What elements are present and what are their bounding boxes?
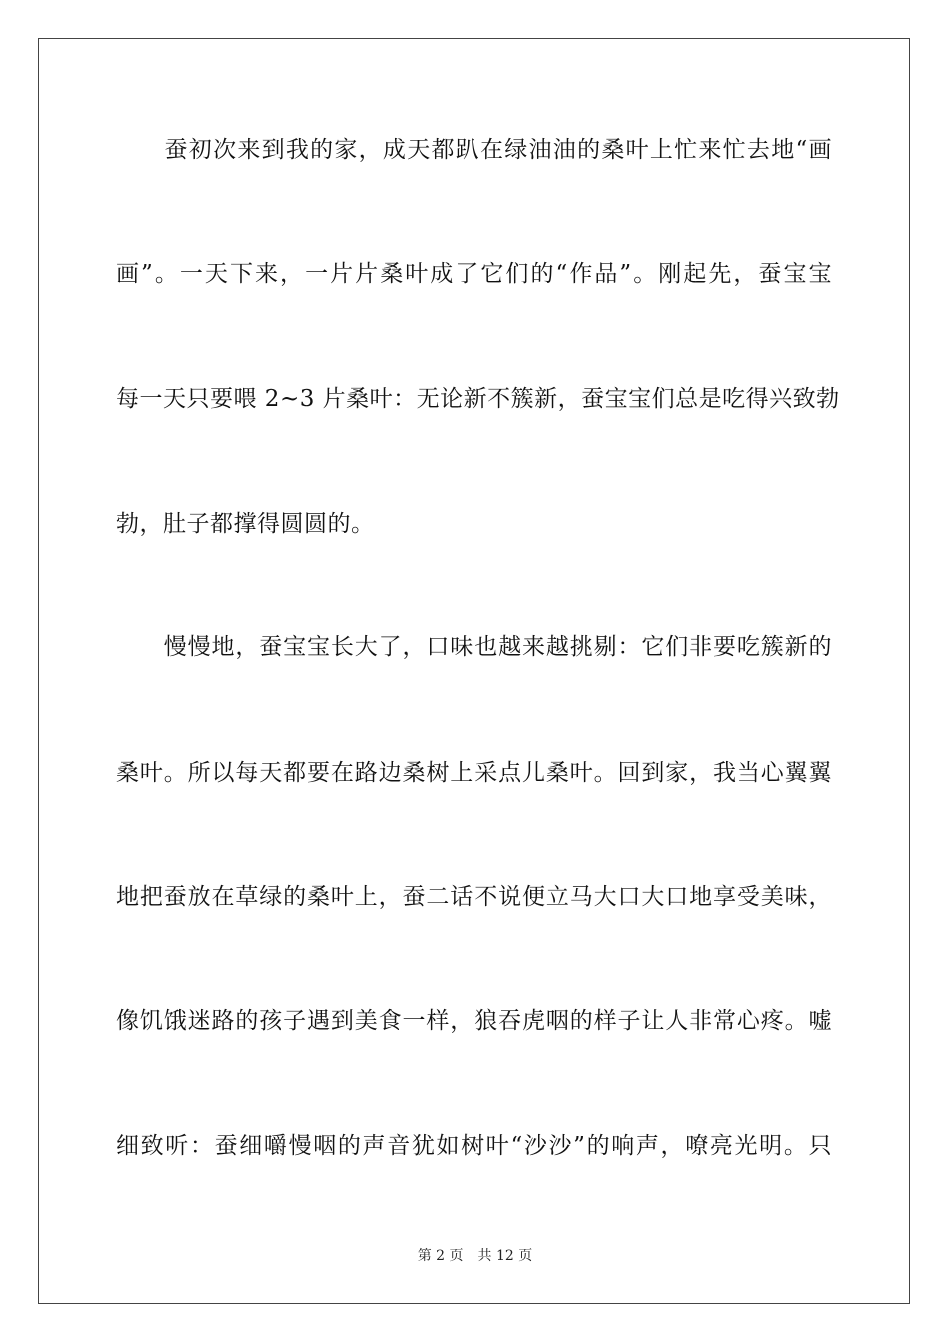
page-border [38,38,910,1304]
text-line: 勃，肚子都撑得圆圆的。 [116,511,375,537]
text-line: 地把蚕放在草绿的桑叶上，蚕二话不说便立马大口大口地享受美味， [116,884,832,910]
text-line: 蚕初次来到我的家，成天都趴在绿油油的桑叶上忙来忙去地“画 [116,137,832,163]
text-line: 细致听：蚕细嚼慢咽的声音犹如树叶“沙沙”的响声，嘹亮光明。只 [116,1133,832,1159]
text-line: 像饥饿迷路的孩子遇到美食一样，狼吞虎咽的样子让人非常心疼。嘘 [116,1008,832,1034]
page-number: 第 2 页 共 12 页 [417,1248,533,1264]
text-line: 桑叶。所以每天都要在路边桑树上采点儿桑叶。回到家，我当心翼翼 [116,760,832,786]
text-line: 每一天只要喂 2~3 片桑叶：无论新不簇新，蚕宝宝们总是吃得兴致勃 [116,386,840,412]
page-footer [0,1247,950,1265]
text-line: 画”。一天下来，一片片桑叶成了它们的“作品”。刚起先，蚕宝宝 [116,261,832,287]
text-line: 慢慢地，蚕宝宝长大了，口味也越来越挑剔：它们非要吃簇新的 [116,634,832,660]
